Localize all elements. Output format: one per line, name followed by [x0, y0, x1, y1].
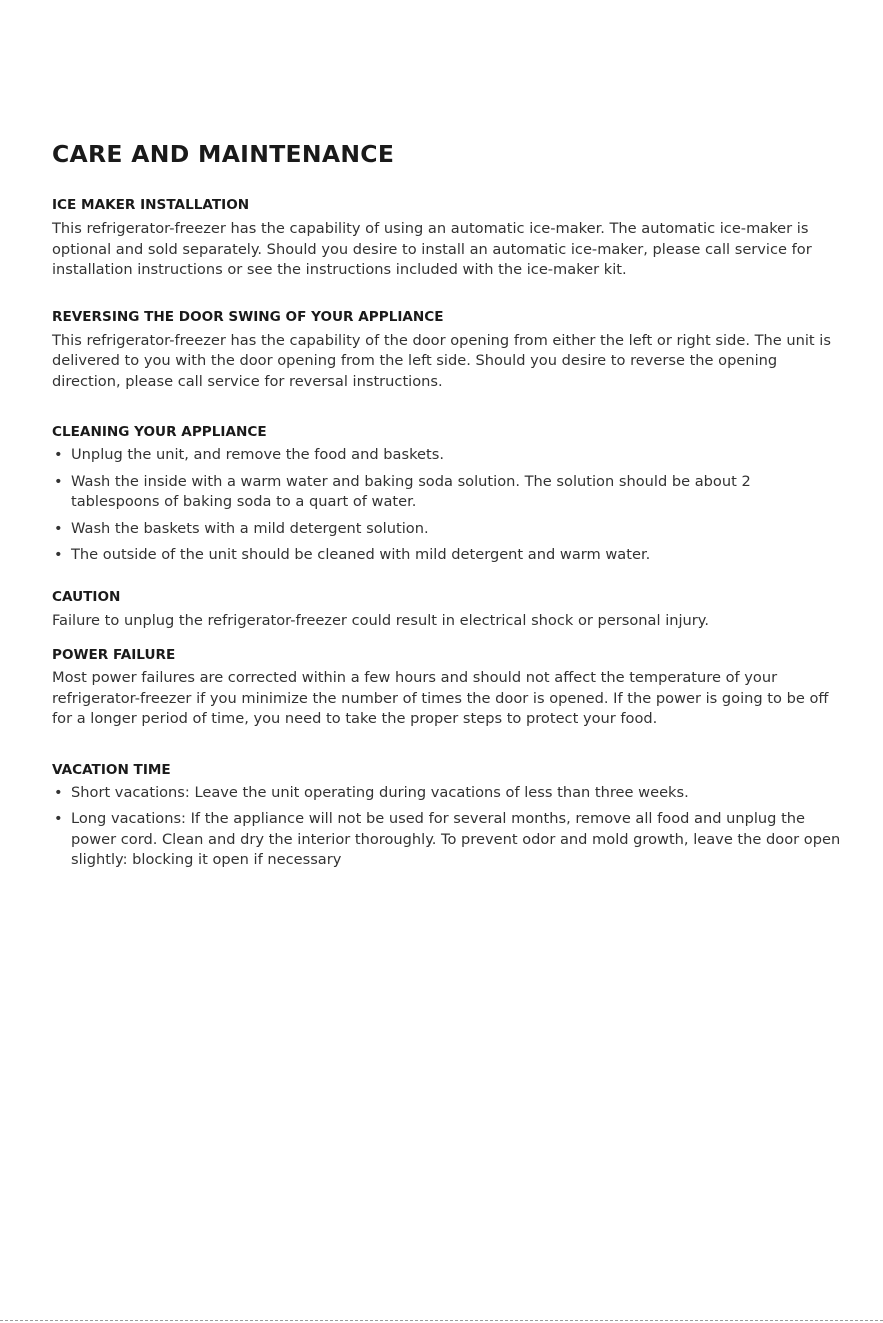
- list-item: [52, 783, 842, 804]
- page-title: CARE AND MAINTENANCE: [52, 140, 395, 168]
- bullet-icon: •: [54, 472, 63, 490]
- section-caution: [52, 587, 842, 632]
- list-item-text: Wash the inside with a warm water and baking soda solution. The solution should be about 2 tablespoons of baking soda to a quart of water.: [71, 472, 751, 510]
- bullet-icon: •: [54, 810, 63, 827]
- list-item-text: Short vacations: Leave the unit operating during vacations of less than three weeks.: [71, 783, 689, 801]
- section-paragraph: This refrigerator-freezer has the capability of the door opening from either the left or right side. The unit is delivered to you with the door opening from the left side. Should you desire to reverse the opening direction, please call service for reversal instructions.: [52, 331, 831, 390]
- section-heading: CAUTION: [52, 588, 121, 605]
- list-item-text: Unplug the unit, and remove the food and baskets.: [71, 446, 444, 463]
- list-item-text: The outside of the unit should be cleaned with mild detergent and warm water.: [71, 546, 651, 563]
- list-item: [52, 472, 842, 513]
- section-reversing-door-swing: [52, 307, 842, 393]
- page-bottom-rule: [0, 1320, 883, 1321]
- bullet-icon: •: [54, 446, 63, 463]
- section-heading: ICE MAKER INSTALLATION: [52, 197, 250, 213]
- list-item: [52, 809, 842, 871]
- section-power-failure: [52, 645, 842, 730]
- section-vacation-time: [52, 760, 842, 871]
- section-cleaning-appliance: [52, 422, 842, 566]
- section-heading: REVERSING THE DOOR SWING OF YOUR APPLIANCE: [52, 308, 444, 325]
- section-heading: POWER FAILURE: [52, 647, 176, 663]
- list-item: [52, 519, 842, 540]
- section-ice-maker-installation: [52, 195, 842, 281]
- list-item-text: Long vacations: If the appliance will not be used for several months, remove all food and unplug the power cord. Clean and dry the interior thoroughly. To prevent odor and mold growth, leave the door open slightly: blocking it open if necessary: [71, 810, 841, 868]
- document-page: [52, 138, 842, 877]
- section-heading: VACATION TIME: [52, 761, 171, 778]
- section-paragraph: Failure to unplug the refrigerator-freezer could result in electrical shock or personal injury.: [52, 611, 709, 629]
- section-paragraph: This refrigerator-freezer has the capability of using an automatic ice-maker. The automatic ice-maker is optional and sold separately. Should you desire to install an automatic ice-maker, please call service for installation instructions or see the instructions included with the ice-maker kit.: [52, 220, 812, 278]
- bullet-list: [52, 445, 842, 566]
- list-item: [52, 445, 842, 466]
- list-item: [52, 545, 842, 566]
- bullet-icon: •: [54, 519, 63, 537]
- bullet-icon: •: [54, 546, 63, 563]
- section-heading: CLEANING YOUR APPLIANCE: [52, 424, 267, 440]
- bullet-icon: •: [54, 783, 63, 801]
- bullet-list: [52, 783, 842, 871]
- section-paragraph: Most power failures are corrected within a few hours and should not affect the temperature of your refrigerator-freezer if you minimize the number of times the door is opened. If the power is going to be off for a longer period of time, you need to take the proper steps to protect your food.: [52, 669, 829, 727]
- list-item-text: Wash the baskets with a mild detergent solution.: [71, 519, 429, 537]
